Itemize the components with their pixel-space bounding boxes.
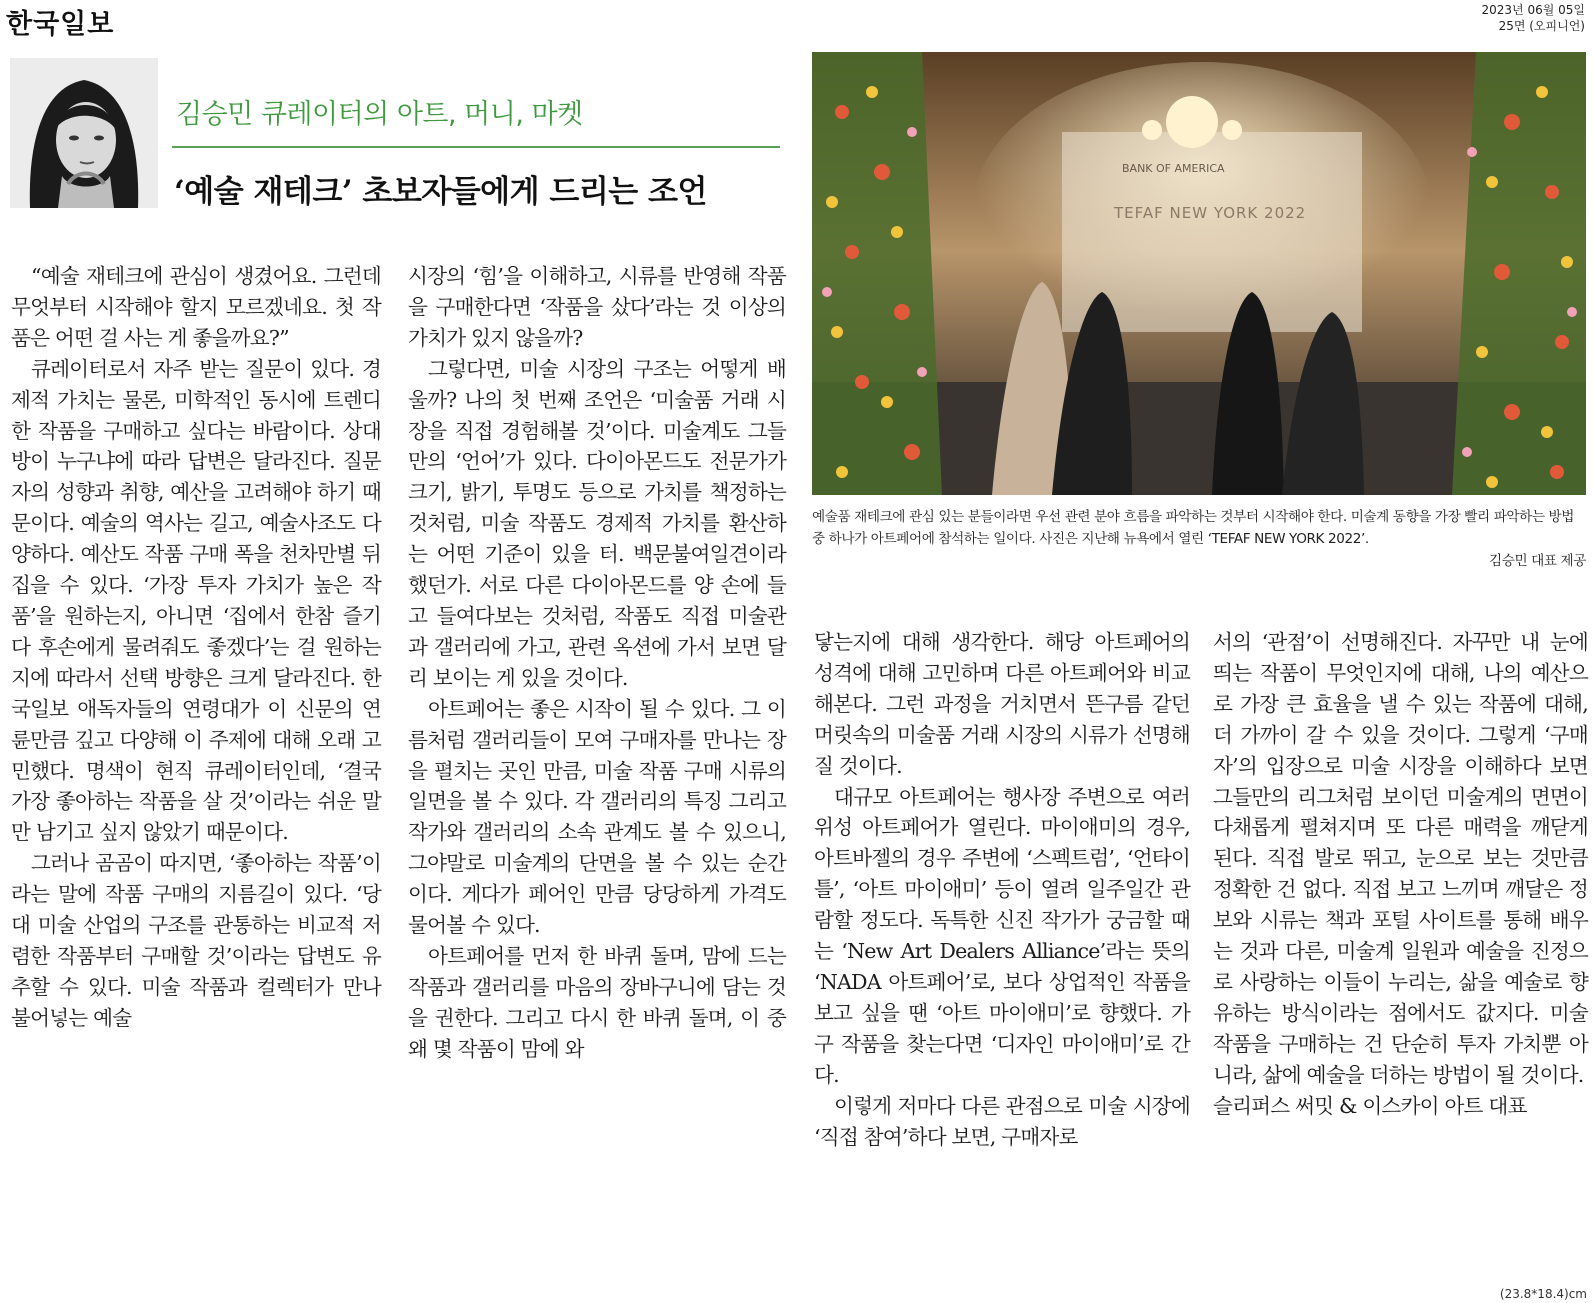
paragraph: “예술 재테크에 관심이 생겼어요. 그런데 무엇부터 시작해야 할지 모르겠네요. 첫 작품은 어떤 걸 사는 게 좋을까요?” [11,264,381,350]
caption-text: 예술품 재테크에 관심 있는 분들이라면 우선 관련 분야 흐름을 파악하는 것부터 시작해야 한다. 미술계 동향을 가장 빨리 파악하는 방법 중 하나가 아트페어에 참석하는 일이다. 사진은 지난해 뉴욕에서 열린 ‘TEFAF NEW YORK 2022’. [812,509,1575,547]
portrait-photo-icon [10,58,158,208]
event-photo [812,52,1586,495]
series-rule [172,146,780,148]
author-byline: 슬리퍼스 써밋 & 이스카이 아트 대표 [1213,1093,1527,1118]
newspaper-logo: 한국일보 [6,9,115,40]
paragraph: 그러나 곰곰이 따지면, ‘좋아하는 작품’이라는 말에 작품 구매의 지름길이 있다. ‘당대 미술 산업의 구조를 관통하는 비교적 저렴한 작품부터 구매할 것’이라는 답변도 유추할 수 있다. 미술 작품과 컬렉터가 만나 불어넣는 예술 [11,851,381,1030]
paragraph: 이렇게 저마다 다른 관점으로 미술 시장에 ‘직접 참여’하다 보면, 구매자로 [814,1093,1190,1149]
issue-date: 2023년 06월 05일 [1481,3,1585,17]
paragraph: 시장의 ‘힘’을 이해하고, 시류를 반영해 작품을 구매한다면 ‘작품을 샀다’라는 것 이상의 가치가 있지 않을까? [408,264,786,350]
photo-credit: 김승민 대표 제공 [1489,553,1586,569]
article-column-2 [408,261,786,1065]
sponsor-sign: BANK OF AMERICA [1122,162,1225,175]
issue-meta [1482,2,1585,34]
author-portrait [10,58,158,208]
paragraph: 아트페어를 먼저 한 바퀴 돌며, 맘에 드는 작품과 갤러리를 마음의 장바구니에 담는 것을 권한다. 그리고 다시 한 바퀴 돌며, 이 중 왜 몇 작품이 맘에 와 [408,943,786,1061]
paragraph: 아트페어는 좋은 시작이 될 수 있다. 그 이름처럼 갤러리들이 모여 구매자를 만나는 장을 펼치는 곳인 만큼, 미술 작품 구매 시류의 일면을 볼 수 있다. 각 갤러리의 특징 그리고 작가와 갤러리의 소속 관계도 볼 수 있으니, 그야말로 미술계의 단면을 볼 수 있는 순간이다. 게다가 페어인 만큼 당당하게 가격도 물어볼 수 있다. [408,696,786,938]
article-column-3 [814,627,1190,1152]
paragraph: 그렇다면, 미술 시장의 구조는 어떻게 배울까? 나의 첫 번째 조언은 ‘미술품 거래 시장을 직접 경험해볼 것’이다. 미술계도 그들만의 ‘언어’가 있다. 다이아몬드도 전문가가 크기, 밝기, 투명도 등으로 가치를 책정하는 것처럼, 미술 작품도 경제적 가치를 환산하는 어떤 기준이 있을 터. 백문불여일견이라 했던가. 서로 다른 다이아몬드를 양 손에 들고 들여다보는 것처럼, 작품도 직접 미술관과 갤러리에 가고, 관련 옥션에 가서 보면 달리 보이는 게 있을 것이다. [408,356,786,690]
tefaf-sign: TEFAF NEW YORK 2022 [1114,204,1307,222]
series-title: 김승민 큐레이터의 아트, 머니, 마켓 [176,99,583,130]
issue-page: 25면 (오피니언) [1498,19,1585,33]
event-photo-icon [812,52,1586,495]
article-column-1 [11,261,381,1034]
paragraph: 큐레이터로서 자주 받는 질문이 있다. 경제적 가치는 물론, 미학적인 동시에 트렌디한 작품을 구매하고 싶다는 바람이다. 상대방이 누구냐에 따라 답변은 달라진다. 질문자의 성향과 취향, 예산을 고려해야 하기 때문이다. 예술의 역사는 길고, 예술사조도 다양하다. 예산도 작품 구매 폭을 천차만별 뒤집을 수 있다. ‘가장 투자 가치가 높은 작품’을 원하는지, 아니면 ‘집에서 한참 즐기다 후손에게 물려줘도 좋겠다’는 걸 원하는지에 따라서 선택 방향은 크게 달라진다. 한국일보 애독자들의 연령대가 이 신문의 연륜만큼 깊고 다양해 이 주제에 대해 오래 고민했다. 명색이 현직 큐레이터인데, ‘결국 가장 좋아하는 작품을 살 것’이라는 쉬운 말만 남기고 싶지 않았기 때문이다. [11,356,381,845]
article-column-4 [1213,627,1588,1122]
headline: ‘예술 재테크’ 초보자들에게 드리는 조언 [174,174,707,210]
photo-caption [812,506,1586,572]
paragraph: 서의 ‘관점’이 선명해진다. 자꾸만 내 눈에 띄는 작품이 무엇인지에 대해, 나의 예산으로 가장 큰 효율을 낼 수 있는 작품에 대해, 더 가까이 갈 수 있을 것이다. 그렇게 ‘구매자’의 입장으로 미술 시장을 이해하다 보면 그들만의 리그처럼 보이던 미술계의 면면이 다채롭게 펼쳐지며 또 다른 매력을 깨닫게 된다. 직접 발로 뛰고, 눈으로 보는 것만큼 정확한 건 없다. 직접 보고 느끼며 깨달은 정보와 시류는 책과 포털 사이트를 통해 배우는 것과 다른, 미술계 일원과 예술을 진정으로 사랑하는 이들이 누리는, 삶을 예술로 향유하는 방식이라는 점에서도 값지다. 미술 작품을 구매하는 건 단순히 투자 가치뿐 아니라, 삶에 예술을 더하는 방법이 될 것이다. [1213,630,1588,1087]
paragraph: 대규모 아트페어는 행사장 주변으로 여러 위성 아트페어가 열린다. 마이애미의 경우, 아트바젤의 경우 주변에 ‘스펙트럼’, ‘언타이틀’, ‘아트 마이애미’ 등이 열려 일주일간 관람할 정도다. 독특한 신진 작가가 궁금할 때는 ‘New Art Dealers Alliance’라는 뜻의 ‘NADA 아트페어’로, 보다 상업적인 작품을 보고 싶을 땐 ‘아트 마이애미’로 향했다. 가구 작품을 찾는다면 ‘디자인 마이애미’로 간다. [814,784,1190,1087]
paragraph: 닿는지에 대해 생각한다. 해당 아트페어의 성격에 대해 고민하며 다른 아트페어와 비교해본다. 그런 과정을 거치면서 뜬구름 같던 머릿속의 미술품 거래 시장의 시류가 선명해질 것이다. [814,630,1190,778]
clipping-dimensions: (23.8*18.4)cm [1499,1287,1587,1301]
